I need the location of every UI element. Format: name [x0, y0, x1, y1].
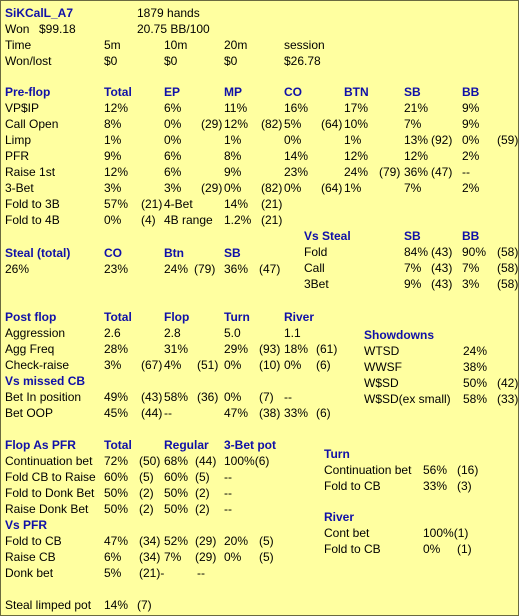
preflop-cell-value: 21% — [404, 101, 429, 115]
missed-cb-row-label: Bet In position — [5, 390, 82, 404]
flop-pfr-row-label: Continuation bet — [5, 454, 93, 468]
postflop-row-label: Aggression — [5, 326, 66, 340]
preflop-cell-value: 9% — [104, 149, 122, 163]
fold4b-count: (4) — [141, 213, 156, 227]
vssteal-sb-count: (43) — [431, 245, 453, 259]
preflop-cell-value: 0% — [462, 133, 480, 147]
showdown-value: 58% — [463, 392, 488, 406]
preflop-cell-value: 12% — [404, 149, 429, 163]
preflop-cell-value: 6% — [164, 101, 182, 115]
preflop-cell-value: 8% — [104, 117, 122, 131]
showdown-value: 38% — [463, 360, 488, 374]
preflop-cell-value: 12% — [104, 101, 129, 115]
fourbet-value: 14% — [224, 197, 249, 211]
vssteal-sb-count: (43) — [431, 261, 453, 275]
fourbet-range-value: 1.2% — [224, 213, 252, 227]
missed-cb-cell-count: (43) — [141, 390, 163, 404]
vssteal-sb-value: 7% — [404, 261, 422, 275]
preflop-row-label: Raise 1st — [5, 165, 56, 179]
postflop-cell-value: 0% — [224, 358, 242, 372]
flop-pfr-row-label: Raise Donk Bet — [5, 502, 89, 516]
preflop-cell-value: 1% — [104, 133, 122, 147]
missed-cb-cell-value: -- — [284, 390, 292, 404]
preflop-cell-count: (64) — [321, 117, 343, 131]
showdown-row-label: W$SD(ex small) — [364, 392, 451, 406]
postflop-cell-value: 4% — [164, 358, 182, 372]
vssteal-bb-count: (58) — [497, 277, 519, 291]
vs-pfr-cell-count: (29) — [195, 550, 217, 564]
steal-cell-value: 36% — [224, 262, 249, 276]
preflop-cell-value: 5% — [284, 117, 302, 131]
period-2: 20m — [224, 38, 248, 52]
preflop-row-label: 3-Bet — [5, 181, 34, 195]
preflop-cell-value: 9% — [462, 117, 480, 131]
vssteal-bb-value: 3% — [462, 277, 480, 291]
preflop-cell-value: 8% — [224, 149, 242, 163]
showdown-row-label: W$SD — [364, 376, 399, 390]
preflop-col-6: BB — [462, 85, 480, 99]
preflop-cell-value: 2% — [462, 149, 480, 163]
preflop-cell-value: 9% — [224, 165, 242, 179]
vs-missed-cb-header: Vs missed CB — [5, 374, 86, 388]
river-row-label: Fold to CB — [324, 542, 381, 556]
wonlost-0: $0 — [104, 54, 118, 68]
preflop-cell-value: 0% — [164, 133, 182, 147]
preflop-cell-value: 12% — [344, 149, 369, 163]
vs-pfr-cell-count: (34) — [139, 534, 161, 548]
preflop-cell-value: 1% — [344, 181, 362, 195]
preflop-cell-count: (92) — [431, 133, 453, 147]
preflop-cell-value: 16% — [284, 101, 309, 115]
wonlost-2: $0 — [224, 54, 238, 68]
time-label: Time — [5, 38, 32, 52]
missed-cb-cell-count: (38) — [259, 406, 281, 420]
missed-cb-row-label: Bet OOP — [5, 406, 54, 420]
showdown-value: 50% — [463, 376, 488, 390]
vssteal-row-label: Call — [304, 261, 325, 275]
river-row-label: Cont bet — [324, 526, 370, 540]
flop-pfr-col-2: 3-Bet pot — [224, 438, 276, 452]
preflop-cell-count: (47) — [431, 165, 453, 179]
preflop-cell-value: 10% — [344, 117, 369, 131]
turn-value: 56% — [423, 463, 448, 477]
preflop-cell-count: (82) — [261, 181, 283, 195]
vssteal-col-bb: BB — [462, 229, 480, 243]
wonlost-3: $26.78 — [284, 54, 321, 68]
flop-pfr-cell-count: (2) — [195, 486, 210, 500]
postflop-header: Post flop — [5, 310, 57, 324]
flop-pfr-header: Flop As PFR — [5, 438, 76, 452]
preflop-row-label: PFR — [5, 149, 29, 163]
vssteal-header: Vs Steal — [304, 229, 351, 243]
postflop-cell-count: (6) — [316, 358, 331, 372]
postflop-cell-value: 2.8 — [164, 326, 181, 340]
steal-limped-count: (7) — [137, 598, 152, 612]
fourbet-range-label: 4B range — [164, 213, 213, 227]
preflop-cell-value: 7% — [404, 181, 422, 195]
steal-total-value: 26% — [5, 262, 30, 276]
period-0: 5m — [104, 38, 121, 52]
won-value: $99.18 — [39, 22, 76, 36]
flop-pfr-cell-value: 68% — [164, 454, 189, 468]
river-header: River — [324, 510, 355, 524]
postflop-cell-count: (51) — [197, 358, 219, 372]
postflop-col-0: Total — [104, 310, 132, 324]
vssteal-bb-value: 7% — [462, 261, 480, 275]
river-value: 0% — [423, 542, 441, 556]
steal-limped-label: Steal limped pot — [5, 598, 92, 612]
preflop-col-1: EP — [164, 85, 181, 99]
flop-pfr-cell-value: 50% — [104, 486, 129, 500]
turn-row-label: Continuation bet — [324, 463, 412, 477]
postflop-col-2: Turn — [224, 310, 250, 324]
turn-value: 33% — [423, 479, 448, 493]
preflop-cell-count: (82) — [261, 117, 283, 131]
missed-cb-cell-value: 49% — [104, 390, 129, 404]
postflop-col-1: Flop — [164, 310, 190, 324]
postflop-cell-value: 2.6 — [104, 326, 121, 340]
steal-cell-count: (47) — [259, 262, 281, 276]
river-count: (1) — [457, 542, 472, 556]
postflop-cell-count: (61) — [316, 342, 338, 356]
flop-pfr-cell-count: (5) — [139, 470, 154, 484]
preflop-cell-value: 23% — [284, 165, 309, 179]
missed-cb-cell-value: 47% — [224, 406, 249, 420]
preflop-cell-value: 0% — [164, 117, 182, 131]
player-name: SiKCalL_A7 — [5, 6, 74, 20]
vs-pfr-cell-value: 20% — [224, 534, 249, 548]
vs-pfr-cell-value: 0% — [224, 550, 242, 564]
steal-limped-value: 14% — [104, 598, 129, 612]
vs-pfr-cell-count: (29) — [195, 534, 217, 548]
preflop-row-label: Call Open — [5, 117, 59, 131]
steal-col-2: SB — [224, 246, 241, 260]
bb-per-100: 20.75 BB/100 — [137, 22, 210, 36]
flop-pfr-cell-value: 50% — [104, 502, 129, 516]
vssteal-sb-count: (43) — [431, 277, 453, 291]
flop-pfr-col-1: Regular — [164, 438, 209, 452]
period-3: session — [284, 38, 325, 52]
vssteal-row-label: 3Bet — [304, 277, 329, 291]
fold4b-value: 0% — [104, 213, 122, 227]
postflop-cell-value: 1.1 — [284, 326, 301, 340]
vs-pfr-row-label: Donk bet — [5, 566, 54, 580]
vssteal-sb-value: 9% — [404, 277, 422, 291]
missed-cb-cell-count: (36) — [197, 390, 219, 404]
flop-pfr-cell-count: (2) — [195, 502, 210, 516]
vs-pfr-cell-value: 5% — [104, 566, 122, 580]
postflop-cell-value: 31% — [164, 342, 189, 356]
missed-cb-cell-value: 45% — [104, 406, 129, 420]
postflop-cell-value: 0% — [284, 358, 302, 372]
preflop-cell-value: 7% — [404, 117, 422, 131]
preflop-cell-value: 9% — [462, 101, 480, 115]
flop-pfr-cell-count: (2) — [139, 502, 154, 516]
vssteal-row-label: Fold — [304, 245, 328, 259]
missed-cb-cell-value: 33% — [284, 406, 309, 420]
vssteal-sb-value: 84% — [404, 245, 429, 259]
showdown-count: (33) — [497, 392, 519, 406]
vs-pfr-cell-value: -- — [197, 566, 205, 580]
turn-row-label: Fold to CB — [324, 479, 381, 493]
turn-count: (16) — [457, 463, 479, 477]
postflop-cell-value: 28% — [104, 342, 129, 356]
vs-pfr-row-label: Raise CB — [5, 550, 56, 564]
preflop-cell-value: 1% — [344, 133, 362, 147]
preflop-cell-count: (59) — [497, 133, 519, 147]
preflop-col-5: SB — [404, 85, 421, 99]
preflop-col-3: CO — [284, 85, 302, 99]
preflop-cell-value: 1% — [224, 133, 242, 147]
vs-pfr-cell-value: 7% — [164, 550, 182, 564]
postflop-row-label: Agg Freq — [5, 342, 55, 356]
vs-pfr-cell-value: 52% — [164, 534, 189, 548]
showdown-row-label: WWSF — [364, 360, 402, 374]
showdown-count: (42) — [497, 376, 519, 390]
wonlost-label: Won/lost — [5, 54, 52, 68]
turn-count: (3) — [457, 479, 472, 493]
postflop-row-label: Check-raise — [5, 358, 70, 372]
vs-pfr-cell-count: (21)- — [139, 566, 165, 580]
vssteal-col-sb: SB — [404, 229, 421, 243]
steal-cell-value: 24% — [164, 262, 189, 276]
vssteal-bb-value: 90% — [462, 245, 487, 259]
flop-pfr-cell-count: (50) — [139, 454, 161, 468]
flop-pfr-col-0: Total — [104, 438, 132, 452]
preflop-cell-value: 14% — [284, 149, 309, 163]
preflop-cell-value: 0% — [284, 133, 302, 147]
missed-cb-cell-count: (7) — [259, 390, 274, 404]
postflop-cell-count: (10) — [259, 358, 281, 372]
vssteal-bb-count: (58) — [497, 261, 519, 275]
missed-cb-cell-value: 0% — [224, 390, 242, 404]
preflop-header: Pre-flop — [5, 85, 51, 99]
preflop-cell-count: (64) — [321, 181, 343, 195]
preflop-col-4: BTN — [344, 85, 369, 99]
preflop-row-label: Limp — [5, 133, 32, 147]
steal-header: Steal (total) — [5, 246, 71, 260]
flop-pfr-cell-value: -- — [224, 486, 232, 500]
flop-pfr-row-label: Fold to Donk Bet — [5, 486, 95, 500]
vssteal-bb-count: (58) — [497, 245, 519, 259]
preflop-cell-value: 36% — [404, 165, 429, 179]
preflop-col-0: Total — [104, 85, 132, 99]
flop-pfr-cell-value: 50% — [164, 502, 189, 516]
fourbet-count: (21) — [261, 197, 283, 211]
steal-cell-count: (79) — [194, 262, 216, 276]
flop-pfr-row-label: Fold CB to Raise — [5, 470, 96, 484]
wonlost-1: $0 — [164, 54, 178, 68]
postflop-cell-value: 29% — [224, 342, 249, 356]
flop-pfr-cell-value: 100%(6) — [224, 454, 270, 468]
flop-pfr-cell-value: 72% — [104, 454, 129, 468]
vs-pfr-cell-count: (5) — [259, 534, 274, 548]
preflop-cell-count: (29) — [201, 117, 223, 131]
river-value: 100%(1) — [423, 526, 469, 540]
postflop-cell-value: 3% — [104, 358, 122, 372]
preflop-row-label: VP$IP — [5, 101, 40, 115]
fold3b-label: Fold to 3B — [5, 197, 60, 211]
fourbet-label: 4-Bet — [164, 197, 193, 211]
preflop-col-2: MP — [224, 85, 242, 99]
vs-pfr-row-label: Fold to CB — [5, 534, 62, 548]
preflop-cell-value: 13% — [404, 133, 429, 147]
preflop-cell-value: 17% — [344, 101, 369, 115]
steal-cell-value: 23% — [104, 262, 129, 276]
flop-pfr-cell-value: 50% — [164, 486, 189, 500]
showdowns-header: Showdowns — [364, 328, 434, 342]
flop-pfr-cell-value: -- — [224, 502, 232, 516]
preflop-cell-value: 3% — [104, 181, 122, 195]
preflop-cell-value: 0% — [224, 181, 242, 195]
steal-col-0: CO — [104, 246, 122, 260]
preflop-cell-value: 3% — [164, 181, 182, 195]
vs-pfr-cell-count: (5) — [259, 550, 274, 564]
preflop-cell-count: (29) — [201, 181, 223, 195]
preflop-cell-value: 2% — [462, 181, 480, 195]
preflop-cell-value: 6% — [164, 165, 182, 179]
flop-pfr-cell-value: 60% — [164, 470, 189, 484]
preflop-cell-value: 12% — [104, 165, 129, 179]
period-1: 10m — [164, 38, 188, 52]
preflop-cell-value: 6% — [164, 149, 182, 163]
missed-cb-cell-count: (6) — [316, 406, 331, 420]
postflop-col-3: River — [284, 310, 315, 324]
flop-pfr-cell-count: (2) — [139, 486, 154, 500]
preflop-cell-value: 24% — [344, 165, 369, 179]
postflop-cell-value: 5.0 — [224, 326, 241, 340]
missed-cb-cell-value: 58% — [164, 390, 189, 404]
hands-count: 1879 hands — [137, 6, 200, 20]
won-label: Won — [5, 22, 30, 36]
postflop-cell-value: 18% — [284, 342, 309, 356]
fold3b-count: (21) — [141, 197, 163, 211]
turn-header: Turn — [324, 447, 350, 461]
preflop-cell-value: -- — [462, 165, 470, 179]
vs-pfr-cell-count: (34) — [139, 550, 161, 564]
flop-pfr-cell-value: -- — [224, 470, 232, 484]
flop-pfr-cell-count: (5) — [195, 470, 210, 484]
showdown-value: 24% — [463, 344, 488, 358]
postflop-cell-count: (67) — [141, 358, 163, 372]
preflop-cell-value: 11% — [224, 101, 248, 115]
postflop-cell-count: (93) — [259, 342, 281, 356]
vs-pfr-cell-value: 47% — [104, 534, 129, 548]
showdown-row-label: WTSD — [364, 344, 400, 358]
missed-cb-cell-value: -- — [164, 406, 172, 420]
fold3b-value: 57% — [104, 197, 129, 211]
missed-cb-cell-count: (44) — [141, 406, 163, 420]
preflop-cell-value: 0% — [284, 181, 302, 195]
flop-pfr-cell-value: 60% — [104, 470, 129, 484]
vs-pfr-cell-value: 6% — [104, 550, 122, 564]
fold4b-label: Fold to 4B — [5, 213, 60, 227]
preflop-cell-count: (79) — [379, 165, 401, 179]
flop-pfr-cell-count: (44) — [195, 454, 217, 468]
vs-pfr-header: Vs PFR — [5, 518, 48, 532]
fourbet-range-count: (21) — [261, 213, 283, 227]
steal-col-1: Btn — [164, 246, 184, 260]
preflop-cell-value: 12% — [224, 117, 249, 131]
